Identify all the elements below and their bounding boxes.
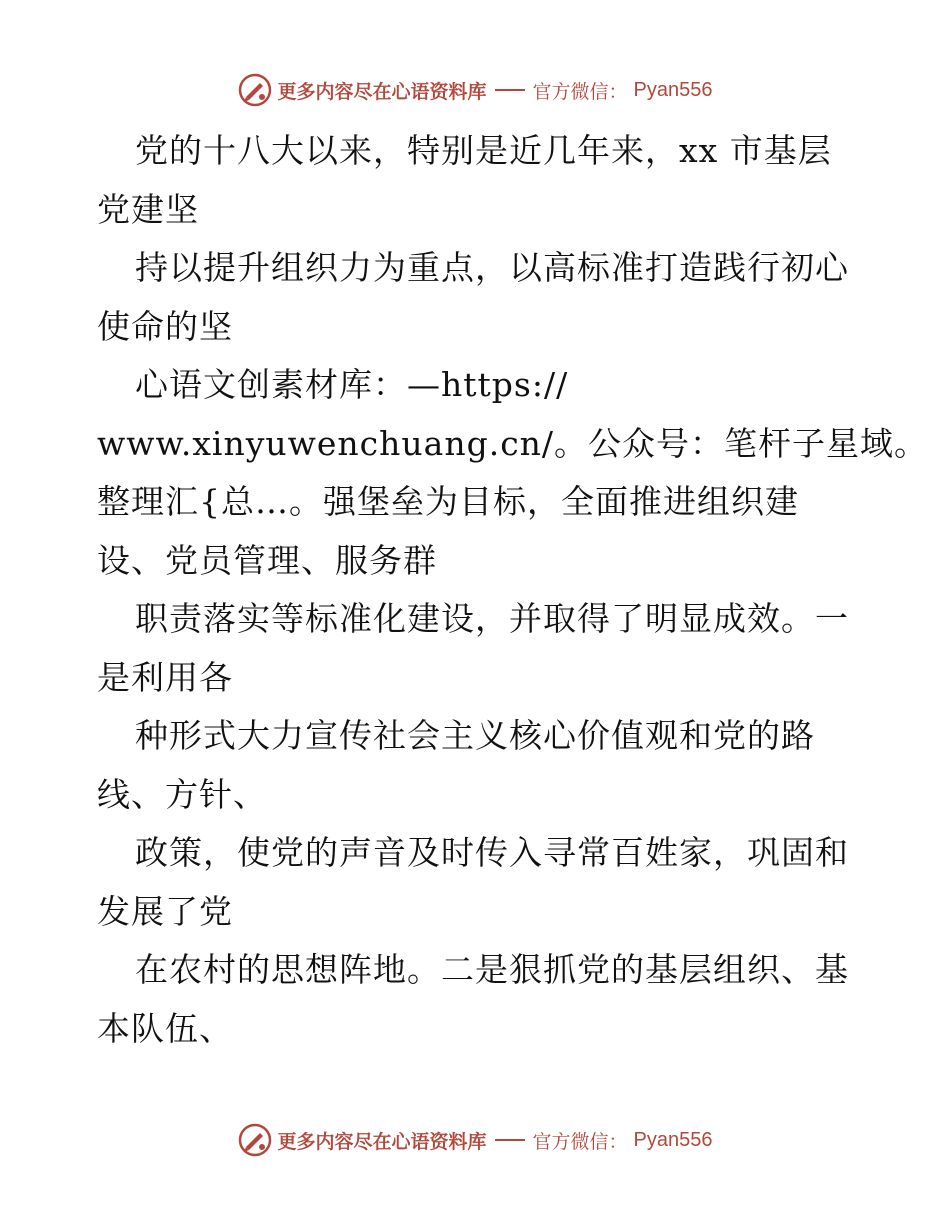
- header-banner-dash: [495, 89, 525, 91]
- pen-logo-icon: [238, 1123, 272, 1157]
- body-line: 党建坚: [97, 189, 199, 229]
- body-line: 设、党员管理、服务群: [97, 540, 437, 580]
- body-line: 党的十八大以来，特别是近几年来，xx 市基层: [135, 131, 832, 170]
- body-line: 职责落实等标准化建设，并取得了明显成效。一: [135, 599, 849, 638]
- body-line: 使命的坚: [97, 306, 233, 346]
- body-line: 心语文创素材库：—https://: [135, 365, 569, 404]
- footer-banner-dash: [495, 1139, 525, 1141]
- body-line: 发展了党: [97, 891, 233, 931]
- footer-banner-wechat-label: 官方微信：: [532, 1130, 628, 1153]
- body-line: 本队伍、: [97, 1008, 233, 1048]
- document-body: [97, 122, 929, 1058]
- body-line: 线、方针、: [97, 774, 267, 814]
- body-line: 种形式大力宣传社会主义核心价值观和党的路: [135, 716, 815, 755]
- header-banner-wechat-label: 官方微信：: [532, 80, 628, 103]
- footer-banner: [0, 1120, 950, 1160]
- footer-banner-text: 更多内容尽在心语资料库: [277, 1130, 487, 1153]
- footer-banner-wechat-id: Pyan556: [633, 1128, 713, 1151]
- body-line: 是利用各: [97, 657, 233, 697]
- header-banner: [0, 70, 950, 110]
- body-line: 政策，使党的声音及时传入寻常百姓家，巩固和: [135, 833, 849, 872]
- header-banner-text: 更多内容尽在心语资料库: [277, 80, 487, 103]
- body-line: 持以提升组织力为重点，以高标准打造践行初心: [135, 248, 849, 287]
- body-line: 整理汇{总…。强堡垒为目标，全面推进组织建: [97, 482, 799, 521]
- header-banner-wechat-id: Pyan556: [633, 78, 713, 101]
- body-line: 在农村的思想阵地。二是狠抓党的基层组织、基: [135, 950, 849, 989]
- pen-logo-icon: [238, 73, 272, 107]
- body-line: www.xinyuwenchuang.cn/。公众号：笔杆子星域。: [97, 423, 929, 463]
